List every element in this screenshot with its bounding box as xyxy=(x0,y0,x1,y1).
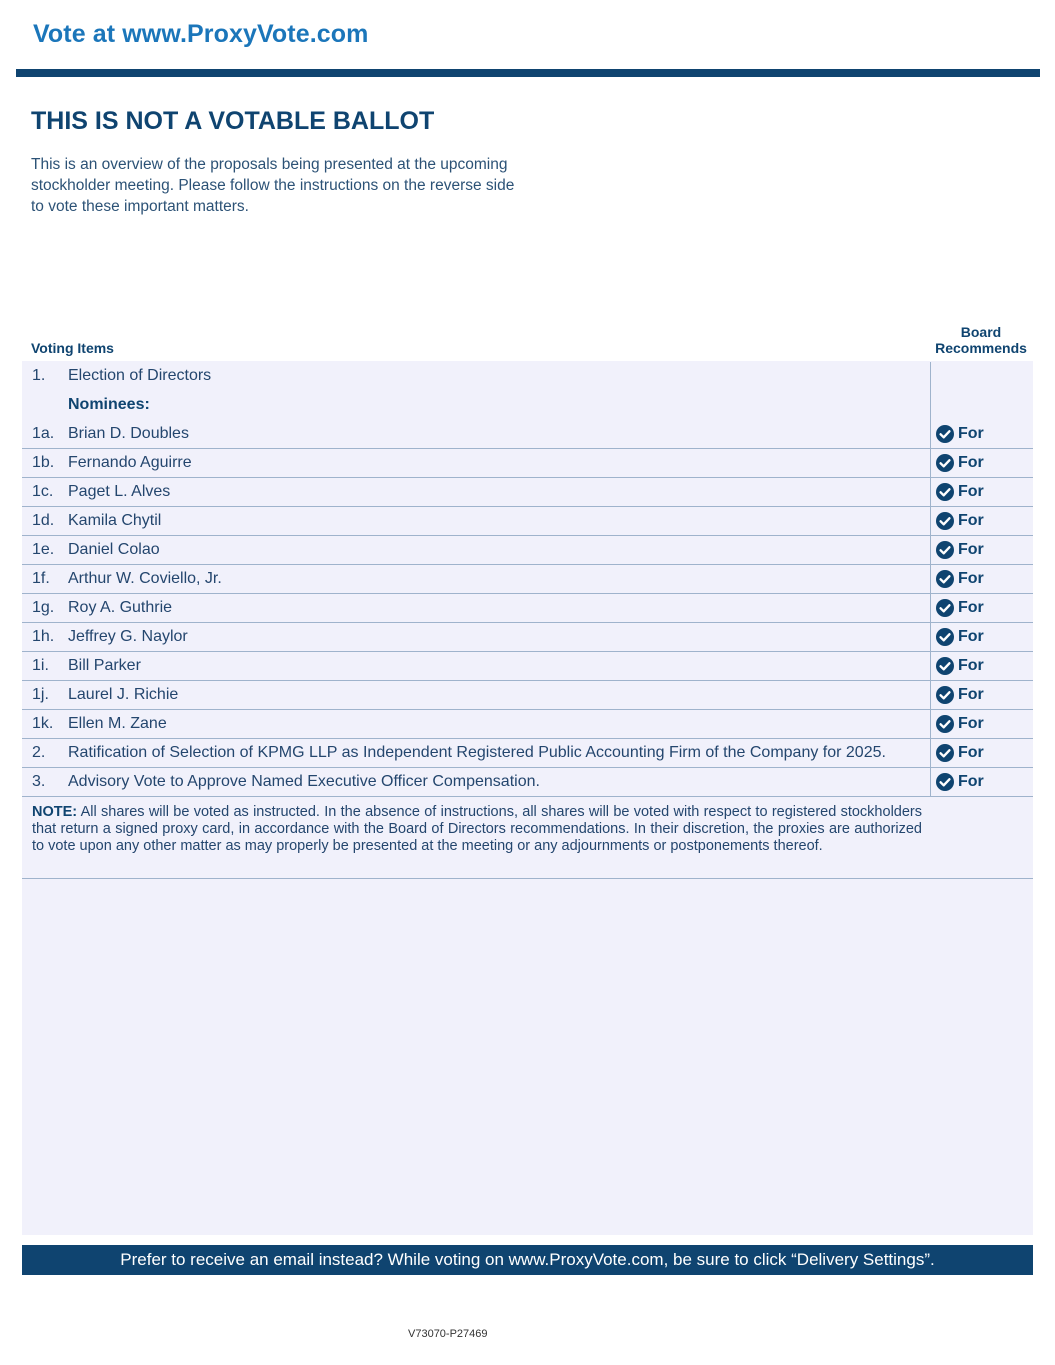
recommendation-label: For xyxy=(958,686,984,703)
recommendation-cell xyxy=(930,739,1033,768)
recommendation-label: For xyxy=(958,599,984,616)
check-circle-icon xyxy=(936,599,954,617)
recommendation-cell xyxy=(930,681,1033,710)
item-number: 1i. xyxy=(32,657,49,674)
recommendation-label: For xyxy=(958,628,984,645)
item-number: 1g. xyxy=(32,599,55,616)
recommendation-cell xyxy=(930,594,1033,623)
ballot-title: THIS IS NOT A VOTABLE BALLOT xyxy=(31,107,435,135)
item-number: 3. xyxy=(32,773,46,790)
recommendation-cell xyxy=(930,768,1033,797)
nominees-heading-row xyxy=(22,391,1033,420)
voting-items-header: Voting Items xyxy=(31,340,114,356)
recommendation-label: For xyxy=(958,454,984,471)
item-number: 1h. xyxy=(32,628,55,645)
item-description: Arthur W. Coviello, Jr. xyxy=(68,570,222,587)
voting-items-table xyxy=(22,362,1033,879)
nominees-label: Nominees: xyxy=(68,396,150,413)
voting-item-row xyxy=(22,420,1033,449)
board-recommends-header-line1: Board xyxy=(960,324,1002,340)
item-number: 1c. xyxy=(32,483,54,500)
check-circle-icon xyxy=(936,483,954,501)
voting-item-row xyxy=(22,594,1033,623)
recommendation-cell xyxy=(930,478,1033,507)
check-circle-icon xyxy=(936,425,954,443)
recommendation-label: For xyxy=(958,657,984,674)
note-row xyxy=(22,797,1033,879)
check-circle-icon xyxy=(936,686,954,704)
check-circle-icon xyxy=(936,715,954,733)
header-divider xyxy=(16,69,1040,77)
check-circle-icon xyxy=(936,541,954,559)
item-description: Daniel Colao xyxy=(68,541,160,558)
item-number: 1f. xyxy=(32,570,50,587)
recommendation-cell xyxy=(930,623,1033,652)
voting-item-row xyxy=(22,449,1033,478)
recommendation-cell xyxy=(930,507,1033,536)
recommendation-cell xyxy=(930,565,1033,594)
note-label: NOTE: xyxy=(32,804,78,820)
voting-item-row xyxy=(22,565,1033,594)
recommendation-cell xyxy=(930,362,1033,391)
item-rows xyxy=(22,420,1033,797)
proposal-number: 1. xyxy=(32,367,46,384)
item-description: Laurel J. Richie xyxy=(68,686,179,703)
recommendation-label: For xyxy=(958,483,984,500)
delivery-settings-banner: Prefer to receive an email instead? While voting on www.ProxyVote.com, be sure to click “Delivery Settings”. xyxy=(22,1245,1033,1275)
voting-item-row xyxy=(22,652,1033,681)
item-number: 2. xyxy=(32,744,46,761)
item-description: Kamila Chytil xyxy=(68,512,162,529)
voting-item-row xyxy=(22,739,1033,768)
item-description: Ellen M. Zane xyxy=(68,715,167,732)
item-description: Advisory Vote to Approve Named Executive Officer Compensation. xyxy=(68,773,540,790)
item-number: 1d. xyxy=(32,512,55,529)
item-description: Fernando Aguirre xyxy=(68,454,192,471)
voting-item-row xyxy=(22,507,1033,536)
recommendation-label: For xyxy=(958,715,984,732)
check-circle-icon xyxy=(936,657,954,675)
note-text xyxy=(32,804,922,855)
header-title[interactable]: Vote at www.ProxyVote.com xyxy=(33,20,369,48)
recommendation-label: For xyxy=(958,512,984,529)
note-body: All shares will be voted as instructed. In the absence of instructions, all shares will be voted with respect to registered stockholders that return a signed proxy card, in accordance with the Board of Directors recommendations. In their discretion, the proxies are authorized to vote upon any other matter as may properly be presented at the meeting or any adjournments or postponements thereof. xyxy=(32,804,922,854)
recommendation-label: For xyxy=(958,744,984,761)
voting-item-row xyxy=(22,623,1033,652)
voting-item-row xyxy=(22,478,1033,507)
recommendation-cell xyxy=(930,449,1033,478)
voting-item-row xyxy=(22,536,1033,565)
item-description: Ratification of Selection of KPMG LLP as Independent Registered Public Accounting Firm of the Company for 2025. xyxy=(68,744,886,761)
proposal-description: Election of Directors xyxy=(68,367,212,384)
item-description: Jeffrey G. Naylor xyxy=(68,628,188,645)
check-circle-icon xyxy=(936,744,954,762)
recommendation-cell xyxy=(930,652,1033,681)
item-number: 1k. xyxy=(32,715,54,732)
board-recommends-header-line2: Recommends xyxy=(935,340,1027,356)
recommendation-cell xyxy=(930,391,1033,420)
check-circle-icon xyxy=(936,628,954,646)
recommendation-cell xyxy=(930,536,1033,565)
recommendation-label: For xyxy=(958,425,984,442)
item-number: 1e. xyxy=(32,541,55,558)
recommendation-cell xyxy=(930,710,1033,739)
voting-item-row xyxy=(22,681,1033,710)
check-circle-icon xyxy=(936,773,954,791)
recommendation-label: For xyxy=(958,570,984,587)
check-circle-icon xyxy=(936,570,954,588)
item-description: Brian D. Doubles xyxy=(68,425,189,442)
board-recommends-header xyxy=(928,324,1034,356)
item-number: 1b. xyxy=(32,454,55,471)
recommendation-label: For xyxy=(958,773,984,790)
document-code: V73070-P27469 xyxy=(408,1328,488,1340)
item-description: Roy A. Guthrie xyxy=(68,599,173,616)
recommendation-label: For xyxy=(958,541,984,558)
recommendation-cell xyxy=(930,420,1033,449)
item-description: Paget L. Alves xyxy=(68,483,171,500)
item-number: 1j. xyxy=(32,686,49,703)
voting-item-row xyxy=(22,768,1033,797)
check-circle-icon xyxy=(936,512,954,530)
check-circle-icon xyxy=(936,454,954,472)
voting-item-row xyxy=(22,710,1033,739)
proposal-row xyxy=(22,362,1033,391)
intro-text: This is an overview of the proposals being presented at the upcoming stockholder meeting. Please follow the instructions on the reverse side to vote these important matters. xyxy=(31,156,515,215)
item-number: 1a. xyxy=(32,425,55,442)
item-description: Bill Parker xyxy=(68,657,141,674)
